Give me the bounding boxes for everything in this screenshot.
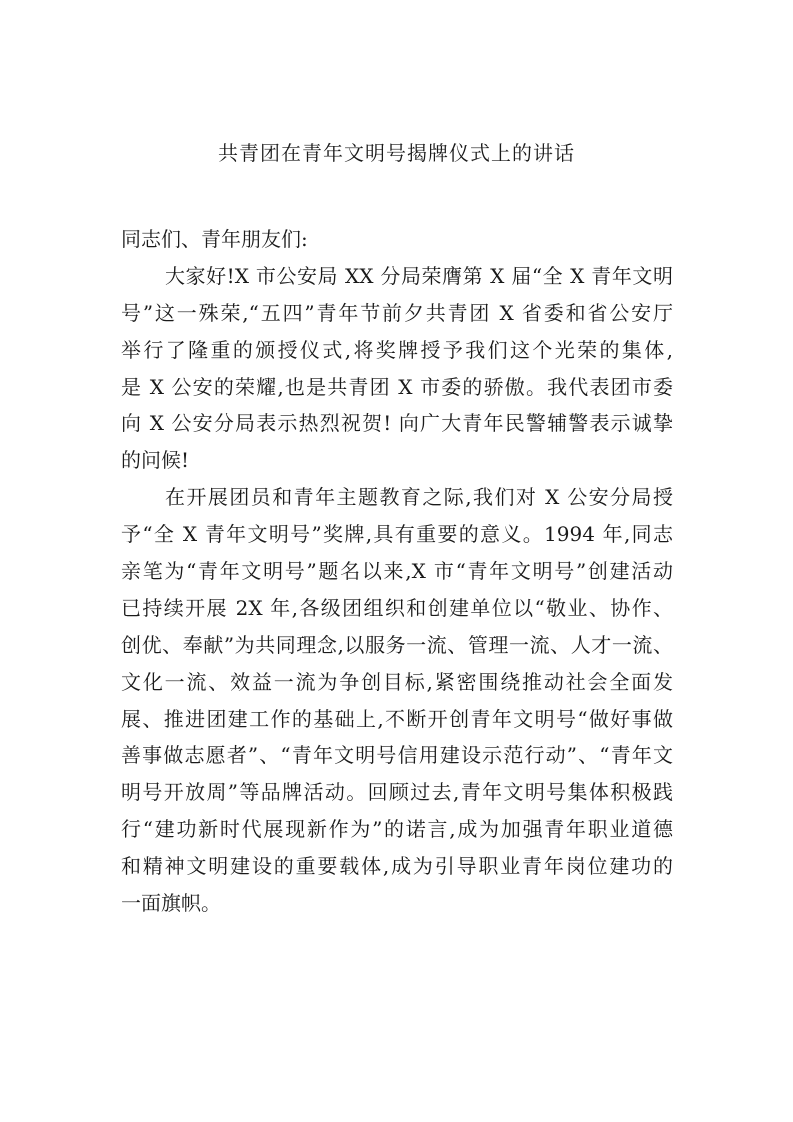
paragraph-line: 善事做志愿者”、“青年文明号信用建设示范行动”、“青年文 <box>121 743 673 768</box>
paragraph-line: 大家好!X 市公安局 XX 分局荣膺第 X 届“全 X 青年文明 <box>165 263 673 288</box>
paragraph-line: 举行了隆重的颁授仪式,将奖牌授予我们这个光荣的集体, <box>121 337 673 362</box>
paragraph-line: 明号开放周”等品牌活动。回顾过去,青年文明号集体积极践 <box>121 780 673 805</box>
paragraph-line: 亲笔为“青年文明号”题名以来,X 市“青年文明号”创建活动 <box>121 559 673 584</box>
paragraph-2 <box>121 479 673 922</box>
paragraph-1 <box>121 258 673 479</box>
paragraph-line: 展、推进团建工作的基础上,不断开创青年文明号“做好事做 <box>121 706 673 731</box>
paragraph-line: 的问候! <box>121 448 190 473</box>
paragraph-line: 和精神文明建设的重要载体,成为引导职业青年岗位建功的 <box>121 854 673 879</box>
paragraph-line: 向 X 公安分局表示热烈祝贺! 向广大青年民警辅警表示诚挚 <box>121 411 673 436</box>
paragraph-line: 是 X 公安的荣耀,也是共青团 X 市委的骄傲。我代表团市委 <box>121 374 673 399</box>
paragraph-line: 文化一流、效益一流为争创目标,紧密围绕推动社会全面发 <box>121 669 673 694</box>
salutation: 同志们、青年朋友们: <box>121 227 308 251</box>
paragraph-line: 一面旗帜。 <box>121 891 221 916</box>
document-body <box>121 221 673 922</box>
paragraph-line: 在开展团员和青年主题教育之际,我们对 X 公安分局授 <box>165 485 673 510</box>
paragraph-line: 已持续开展 2X 年,各级团组织和创建单位以“敬业、协作、 <box>121 595 673 620</box>
paragraph-line: 号”这一殊荣,“五四”青年节前夕共青团 X 省委和省公安厅 <box>121 300 673 325</box>
paragraph-line: 行“建功新时代展现新作为”的诺言,成为加强青年职业道德 <box>121 817 673 842</box>
paragraph-line: 创优、奉献”为共同理念,以服务一流、管理一流、人才一流、 <box>121 632 673 657</box>
document-title: 共青团在青年文明号揭牌仪式上的讲话 <box>218 141 575 165</box>
paragraph-line: 予“全 X 青年文明号”奖牌,具有重要的意义。1994 年,同志 <box>121 522 673 547</box>
